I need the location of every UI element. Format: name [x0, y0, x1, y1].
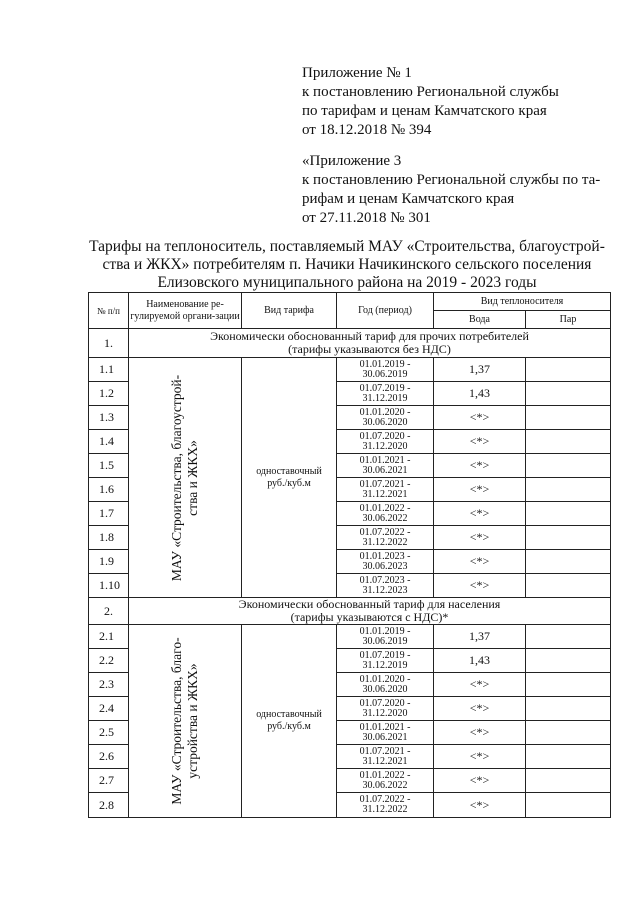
steam-value — [526, 406, 611, 430]
period-from: 01.07.2019 - — [359, 382, 411, 394]
water-value: <*> — [434, 745, 526, 769]
row-num: 1.2 — [89, 382, 129, 406]
row-num: 2.8 — [89, 793, 129, 818]
period-to: 30.06.2023 — [362, 560, 408, 572]
period-to: 30.06.2022 — [362, 779, 408, 791]
section-row — [89, 598, 611, 625]
steam-value — [526, 721, 611, 745]
steam-value — [526, 550, 611, 574]
section-title-line: Экономически обоснованный тариф для прочих потребителей — [210, 329, 529, 343]
period-cell — [337, 574, 434, 598]
period-cell — [337, 649, 434, 673]
row-num: 2.6 — [89, 745, 129, 769]
steam-value — [526, 382, 611, 406]
water-value: <*> — [434, 454, 526, 478]
steam-value — [526, 526, 611, 550]
steam-value — [526, 793, 611, 818]
period-cell — [337, 721, 434, 745]
table-row — [89, 358, 611, 382]
period-from: 01.07.2019 - — [359, 649, 411, 661]
period-to: 30.06.2020 — [362, 683, 408, 695]
water-value: <*> — [434, 430, 526, 454]
water-value: <*> — [434, 793, 526, 818]
appendix-1-block — [302, 64, 559, 140]
title-line: ства и ЖКХ» потребителям п. Начики Начикинского сельского поселения — [102, 256, 592, 273]
org-name-line: ства и ЖКХ» — [185, 439, 200, 516]
period-to: 30.06.2021 — [362, 464, 408, 476]
period-from: 01.07.2020 - — [359, 430, 411, 442]
org-name-line: МАУ «Строительства, благоустрой- — [169, 374, 184, 581]
water-value: <*> — [434, 526, 526, 550]
row-num: 1.6 — [89, 478, 129, 502]
appendix-1-line: к постановлению Региональной службы — [302, 84, 559, 100]
row-num: 1.5 — [89, 454, 129, 478]
water-value: <*> — [434, 673, 526, 697]
period-to: 30.06.2019 — [362, 635, 408, 647]
period-from: 01.07.2021 - — [359, 745, 411, 757]
row-num: 1.8 — [89, 526, 129, 550]
appendix-1-line: по тарифам и ценам Камчатского края — [302, 103, 547, 119]
steam-value — [526, 574, 611, 598]
period-to: 31.12.2022 — [362, 536, 408, 548]
row-num: 1.4 — [89, 430, 129, 454]
period-from: 01.01.2021 - — [359, 721, 411, 733]
water-value: 1,37 — [434, 358, 526, 382]
row-num: 2.1 — [89, 625, 129, 649]
tariff-type-line: одноставочный — [256, 465, 322, 477]
period-from: 01.01.2023 - — [359, 550, 411, 562]
org-name-vertical — [169, 374, 201, 580]
period-cell — [337, 673, 434, 697]
org-name-line: МАУ «Строительства, благо- — [169, 637, 184, 805]
period-to: 30.06.2022 — [362, 512, 408, 524]
period-to: 30.06.2019 — [362, 368, 408, 380]
water-value: <*> — [434, 406, 526, 430]
period-from: 01.01.2021 - — [359, 454, 411, 466]
period-from: 01.07.2021 - — [359, 478, 411, 490]
header-tariff-type: Вид тарифа — [242, 293, 337, 329]
header-org: Наименование ре-гулируемой органи-зации — [129, 293, 242, 329]
period-to: 30.06.2020 — [362, 416, 408, 428]
steam-value — [526, 625, 611, 649]
steam-value — [526, 454, 611, 478]
tariff-table — [88, 292, 611, 818]
period-from: 01.07.2023 - — [359, 574, 411, 586]
water-value: <*> — [434, 721, 526, 745]
period-to: 31.12.2023 — [362, 584, 408, 596]
period-to: 30.06.2021 — [362, 731, 408, 743]
tariff-unit-line: руб./куб.м — [267, 477, 311, 489]
water-value: 1,43 — [434, 649, 526, 673]
appendix-3-line: к постановлению Региональной службы по та- — [302, 172, 601, 188]
section-title — [129, 329, 611, 358]
title-line: Елизовского муниципального района на 2019 - 2023 годы — [157, 274, 537, 291]
period-from: 01.01.2019 - — [359, 625, 411, 637]
header-period: Год (период) — [337, 293, 434, 329]
appendix-1-line: Приложение № 1 — [302, 65, 412, 81]
tariff-type-cell — [242, 625, 337, 818]
period-cell — [337, 550, 434, 574]
period-from: 01.07.2022 - — [359, 794, 411, 805]
org-name-cell — [129, 625, 242, 818]
section-title-line: Экономически обоснованный тариф для населения — [238, 597, 501, 611]
appendix-3-line: «Приложение 3 — [302, 153, 402, 169]
period-to: 31.12.2021 — [362, 755, 408, 767]
section-row — [89, 329, 611, 358]
org-name-vertical — [169, 637, 201, 804]
period-cell — [337, 793, 434, 818]
row-num: 2.4 — [89, 697, 129, 721]
appendix-1-line: от 18.12.2018 № 394 — [302, 122, 432, 138]
header-water: Вода — [434, 311, 526, 329]
steam-value — [526, 502, 611, 526]
water-value: 1,37 — [434, 625, 526, 649]
period-cell — [337, 382, 434, 406]
row-num: 1.9 — [89, 550, 129, 574]
appendix-3-line: от 27.11.2018 № 301 — [302, 210, 431, 226]
section-num: 2. — [89, 598, 129, 625]
period-from: 01.07.2022 - — [359, 526, 411, 538]
water-value: <*> — [434, 478, 526, 502]
period-to: 31.12.2019 — [362, 392, 408, 404]
header-row — [89, 293, 611, 311]
row-num: 2.7 — [89, 769, 129, 793]
water-value: <*> — [434, 502, 526, 526]
period-cell — [337, 430, 434, 454]
period-to: 31.12.2020 — [362, 440, 408, 452]
period-from: 01.01.2020 - — [359, 673, 411, 685]
steam-value — [526, 649, 611, 673]
section-num: 1. — [89, 329, 129, 358]
period-cell — [337, 697, 434, 721]
steam-value — [526, 358, 611, 382]
period-cell — [337, 745, 434, 769]
header-carrier: Вид теплоносителя — [434, 293, 611, 311]
period-to: 31.12.2020 — [362, 707, 408, 719]
row-num: 2.5 — [89, 721, 129, 745]
steam-value — [526, 673, 611, 697]
period-from: 01.01.2020 - — [359, 406, 411, 418]
row-num: 1.1 — [89, 358, 129, 382]
section-title — [129, 598, 611, 625]
tariff-type-line: одноставочный — [256, 709, 322, 720]
steam-value — [526, 769, 611, 793]
period-cell — [337, 454, 434, 478]
steam-value — [526, 478, 611, 502]
row-num: 1.7 — [89, 502, 129, 526]
water-value: <*> — [434, 697, 526, 721]
period-cell — [337, 625, 434, 649]
steam-value — [526, 697, 611, 721]
period-cell — [337, 769, 434, 793]
period-cell — [337, 358, 434, 382]
section-title-line: (тарифы указываются без НДС) — [288, 342, 451, 356]
period-cell — [337, 526, 434, 550]
period-to: 31.12.2022 — [362, 804, 408, 815]
title-line: Тарифы на теплоноситель, поставляемый МАУ «Строительства, благоустрой- — [89, 238, 605, 255]
header-num: № п/п — [89, 293, 129, 329]
document-title — [88, 238, 606, 292]
section-title-line: (тарифы указываются с НДС)* — [290, 610, 449, 624]
water-value: <*> — [434, 574, 526, 598]
header-steam: Пар — [526, 311, 611, 329]
period-cell — [337, 406, 434, 430]
water-value: <*> — [434, 550, 526, 574]
row-num: 2.2 — [89, 649, 129, 673]
period-from: 01.01.2022 - — [359, 502, 411, 514]
period-to: 31.12.2021 — [362, 488, 408, 500]
row-num: 1.3 — [89, 406, 129, 430]
period-cell — [337, 478, 434, 502]
tariff-unit-line: руб./куб.м — [267, 721, 311, 732]
period-from: 01.01.2022 - — [359, 769, 411, 781]
steam-value — [526, 745, 611, 769]
appendix-3-block — [302, 152, 607, 228]
org-name-line: устройства и ЖКХ» — [185, 663, 200, 779]
tariff-type-cell — [242, 358, 337, 598]
table-row — [89, 625, 611, 649]
period-from: 01.01.2019 - — [359, 358, 411, 370]
row-num: 2.3 — [89, 673, 129, 697]
period-from: 01.07.2020 - — [359, 697, 411, 709]
steam-value — [526, 430, 611, 454]
water-value: <*> — [434, 769, 526, 793]
period-cell — [337, 502, 434, 526]
org-name-cell — [129, 358, 242, 598]
water-value: 1,43 — [434, 382, 526, 406]
period-to: 31.12.2019 — [362, 659, 408, 671]
appendix-3-line: рифам и ценам Камчатского края — [302, 191, 515, 207]
row-num: 1.10 — [89, 574, 129, 598]
